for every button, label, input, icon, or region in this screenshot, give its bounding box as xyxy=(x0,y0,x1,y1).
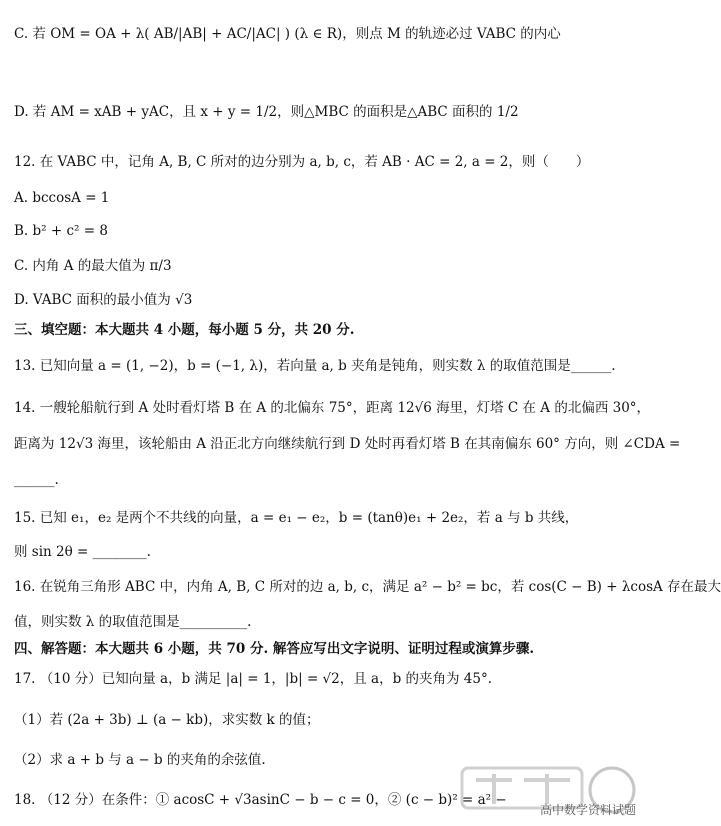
doc-line-q14a: 14. 一艘轮船航行到 A 处时看灯塔 B 在 A 的北偏东 75°，距离 12√6 海里，灯塔 C 在 A 的北偏西 30°， xyxy=(14,400,651,416)
watermark-text: 高中数学资料试题 xyxy=(539,803,636,817)
doc-line-q12c: C. 内角 A 的最大值为 π/3 xyxy=(14,258,172,274)
doc-line-q17_2: （2）求 a + b 与 a − b 的夹角的余弦值. xyxy=(14,752,266,768)
doc-line-q12d: D. VABC 面积的最小值为 √3 xyxy=(14,292,193,308)
doc-line-sec3: 三、填空题：本大题共 4 小题，每小题 5 分，共 20 分. xyxy=(14,322,355,338)
doc-line-d: D. 若 AM = xAB + yAC，且 x + y = 1/2，则△MBC 的面积是△ABC 面积的 1/2 xyxy=(14,104,519,120)
doc-line-q17_1: （1）若 (2a + 3b) ⊥ (a − kb)，求实数 k 的值； xyxy=(14,712,320,728)
doc-line-q12b: B. b² + c² = 8 xyxy=(14,223,108,239)
doc-line-q13: 13. 已知向量 a = (1, −2)，b = (−1, λ)，若向量 a, b 夹角是钝角，则实数 λ 的取值范围是______. xyxy=(14,358,616,374)
doc-line-sec4: 四、解答题：本大题共 6 小题，共 70 分. 解答应写出文字说明、证明过程或演算步骤. xyxy=(14,641,535,657)
doc-line-q14c: ______. xyxy=(14,472,59,488)
doc-line-q15b: 则 sin 2θ = ________. xyxy=(14,544,151,560)
doc-line-q16b: 值，则实数 λ 的取值范围是__________. xyxy=(14,614,252,630)
doc-line-q12a: A. bccosA = 1 xyxy=(14,190,110,206)
doc-line-q17: 17. （10 分）已知向量 a，b 满足 |a| = 1，|b| = √2，且 a，b 的夹角为 45°. xyxy=(14,671,493,687)
doc-line-q15a: 15. 已知 e₁，e₂ 是两个不共线的向量，a = e₁ − e₂，b = (tanθ)e₁ + 2e₂，若 a 与 b 共线， xyxy=(14,510,579,526)
doc-line-q16a: 16. 在锐角三角形 ABC 中，内角 A, B, C 所对的边 a, b, c，满足 a² − b² = bc，若 cos(C − B) + λcosA 存在最大 xyxy=(14,579,721,595)
doc-line-q18: 18. （12 分）在条件：① acosC + √3asinC − b − c = 0，② (c − b)² = a² − xyxy=(14,792,507,808)
doc-line-c: C. 若 OM = OA + λ( AB/|AB| + AC/|AC| ) (λ ∈ R)，则点 M 的轨迹必过 VABC 的内心 xyxy=(14,26,561,42)
doc-line-q12: 12. 在 VABC 中，记角 A, B, C 所对的边分别为 a, b, c，若 AB · AC = 2, a = 2，则（ ） xyxy=(14,154,590,170)
doc-line-q14b: 距离为 12√3 海里，该轮船由 A 沿正北方向继续航行到 D 处时再看灯塔 B 在其南偏东 60° 方向，则 ∠CDA = xyxy=(14,436,681,452)
